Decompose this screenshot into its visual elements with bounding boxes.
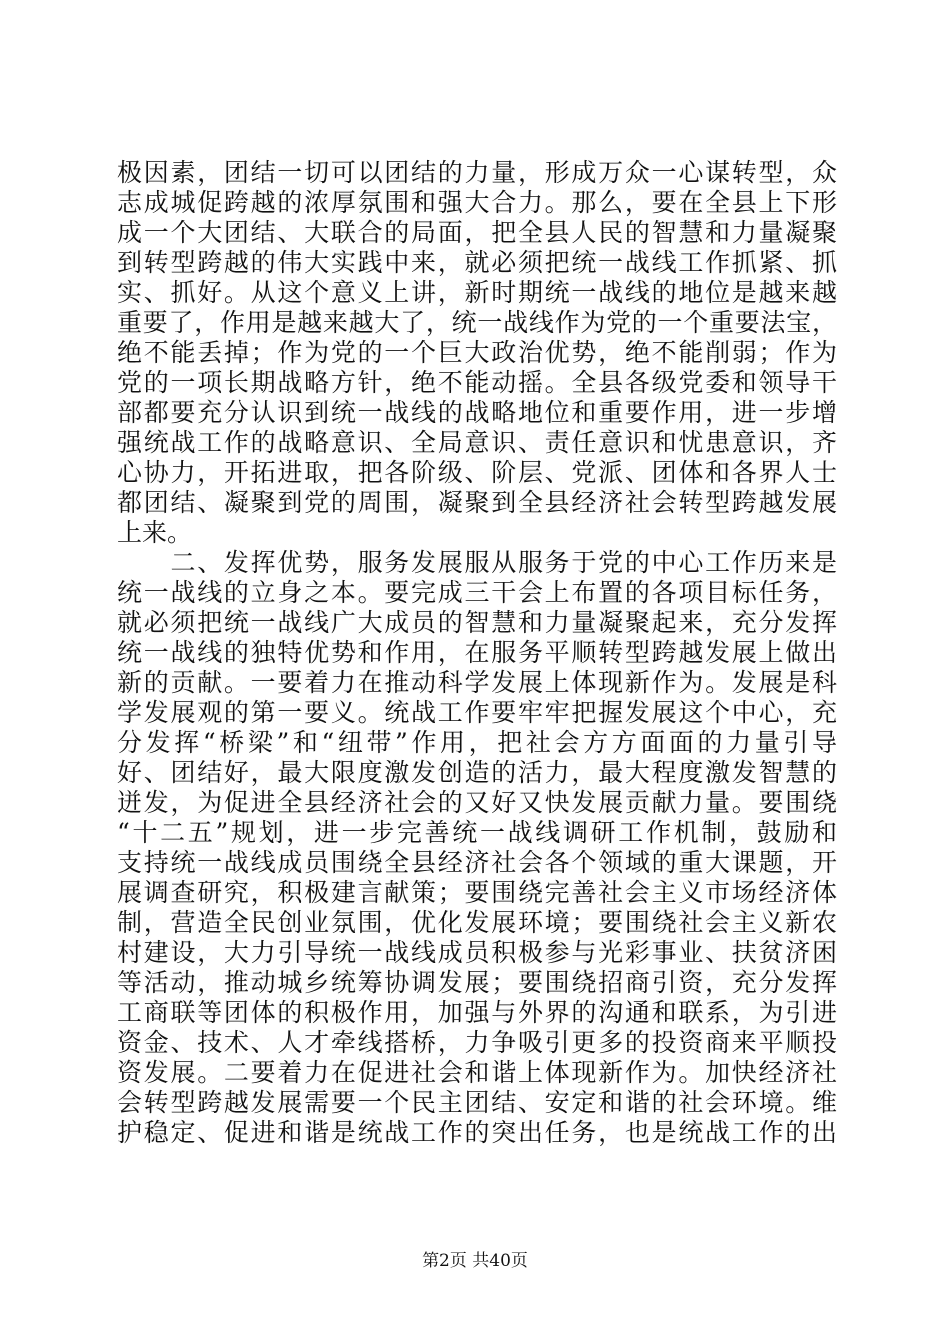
text-line: 新的贡献。一要着力在推动科学发展上体现新作为。发展是科: [117, 668, 837, 697]
text-line: 二、发挥优势，服务发展服从服务于党的中心工作历来是: [117, 548, 837, 577]
text-line: 资发展。二要着力在促进社会和谐上体现新作为。加快经济社: [117, 1058, 837, 1087]
text-line: 统一战线的立身之本。要完成三干会上布置的各项目标任务，: [117, 578, 837, 607]
text-line: 部都要充分认识到统一战线的战略地位和重要作用，进一步增: [117, 398, 837, 427]
text-line: 迸发，为促进全县经济社会的又好又快发展贡献力量。要围绕: [117, 788, 837, 817]
text-line: 统一战线的独特优势和作用，在服务平顺转型跨越发展上做出: [117, 638, 837, 667]
text-line: 制，营造全民创业氛围，优化发展环境；要围绕社会主义新农: [117, 908, 837, 937]
document-body: [117, 158, 837, 1148]
text-line: 护稳定、促进和谐是统战工作的突出任务，也是统战工作的出: [117, 1118, 837, 1147]
text-line: 分发挥“桥梁”和“纽带”作用，把社会方方面面的力量引导: [117, 728, 837, 757]
text-line: 资金、技术、人才牵线搭桥，力争吸引更多的投资商来平顺投: [117, 1028, 837, 1057]
text-line: 极因素，团结一切可以团结的力量，形成万众一心谋转型，众: [117, 158, 837, 187]
text-line: 会转型跨越发展需要一个民主团结、安定和谐的社会环境。维: [117, 1088, 837, 1117]
text-line: 就必须把统一战线广大成员的智慧和力量凝聚起来，充分发挥: [117, 608, 837, 637]
text-line: 绝不能丢掉；作为党的一个巨大政治优势，绝不能削弱；作为: [117, 338, 837, 367]
text-line: 重要了，作用是越来越大了，统一战线作为党的一个重要法宝，: [117, 308, 837, 337]
text-line: 成一个大团结、大联合的局面，把全县人民的智慧和力量凝聚: [117, 218, 837, 247]
text-line: 展调查研究，积极建言献策；要围绕完善社会主义市场经济体: [117, 878, 837, 907]
page-footer: 第2页 共40页: [422, 1251, 528, 1271]
text-line: 党的一项长期战略方针，绝不能动摇。全县各级党委和领导干: [117, 368, 837, 397]
text-line: 实、抓好。从这个意义上讲，新时期统一战线的地位是越来越: [117, 278, 837, 307]
text-line: 志成城促跨越的浓厚氛围和强大合力。那么，要在全县上下形: [117, 188, 837, 217]
text-line: 工商联等团体的积极作用，加强与外界的沟通和联系，为引进: [117, 998, 837, 1027]
text-line: 强统战工作的战略意识、全局意识、责任意识和忧患意识，齐: [117, 428, 837, 457]
text-line: 上来。: [117, 518, 193, 547]
text-line: 心协力，开拓进取，把各阶级、阶层、党派、团体和各界人士: [117, 458, 837, 487]
text-line: 好、团结好，最大限度激发创造的活力，最大程度激发智慧的: [117, 758, 837, 787]
text-line: 到转型跨越的伟大实践中来，就必须把统一战线工作抓紧、抓: [117, 248, 837, 277]
text-line: 村建设，大力引导统一战线成员积极参与光彩事业、扶贫济困: [117, 938, 837, 967]
text-line: “十二五”规划，进一步完善统一战线调研工作机制，鼓励和: [117, 818, 837, 847]
text-line: 支持统一战线成员围绕全县经济社会各个领域的重大课题，开: [117, 848, 837, 877]
text-line: 学发展观的第一要义。统战工作要牢牢把握发展这个中心，充: [117, 698, 837, 727]
text-line: 等活动，推动城乡统筹协调发展；要围绕招商引资，充分发挥: [117, 968, 837, 997]
text-line: 都团结、凝聚到党的周围，凝聚到全县经济社会转型跨越发展: [117, 488, 837, 517]
